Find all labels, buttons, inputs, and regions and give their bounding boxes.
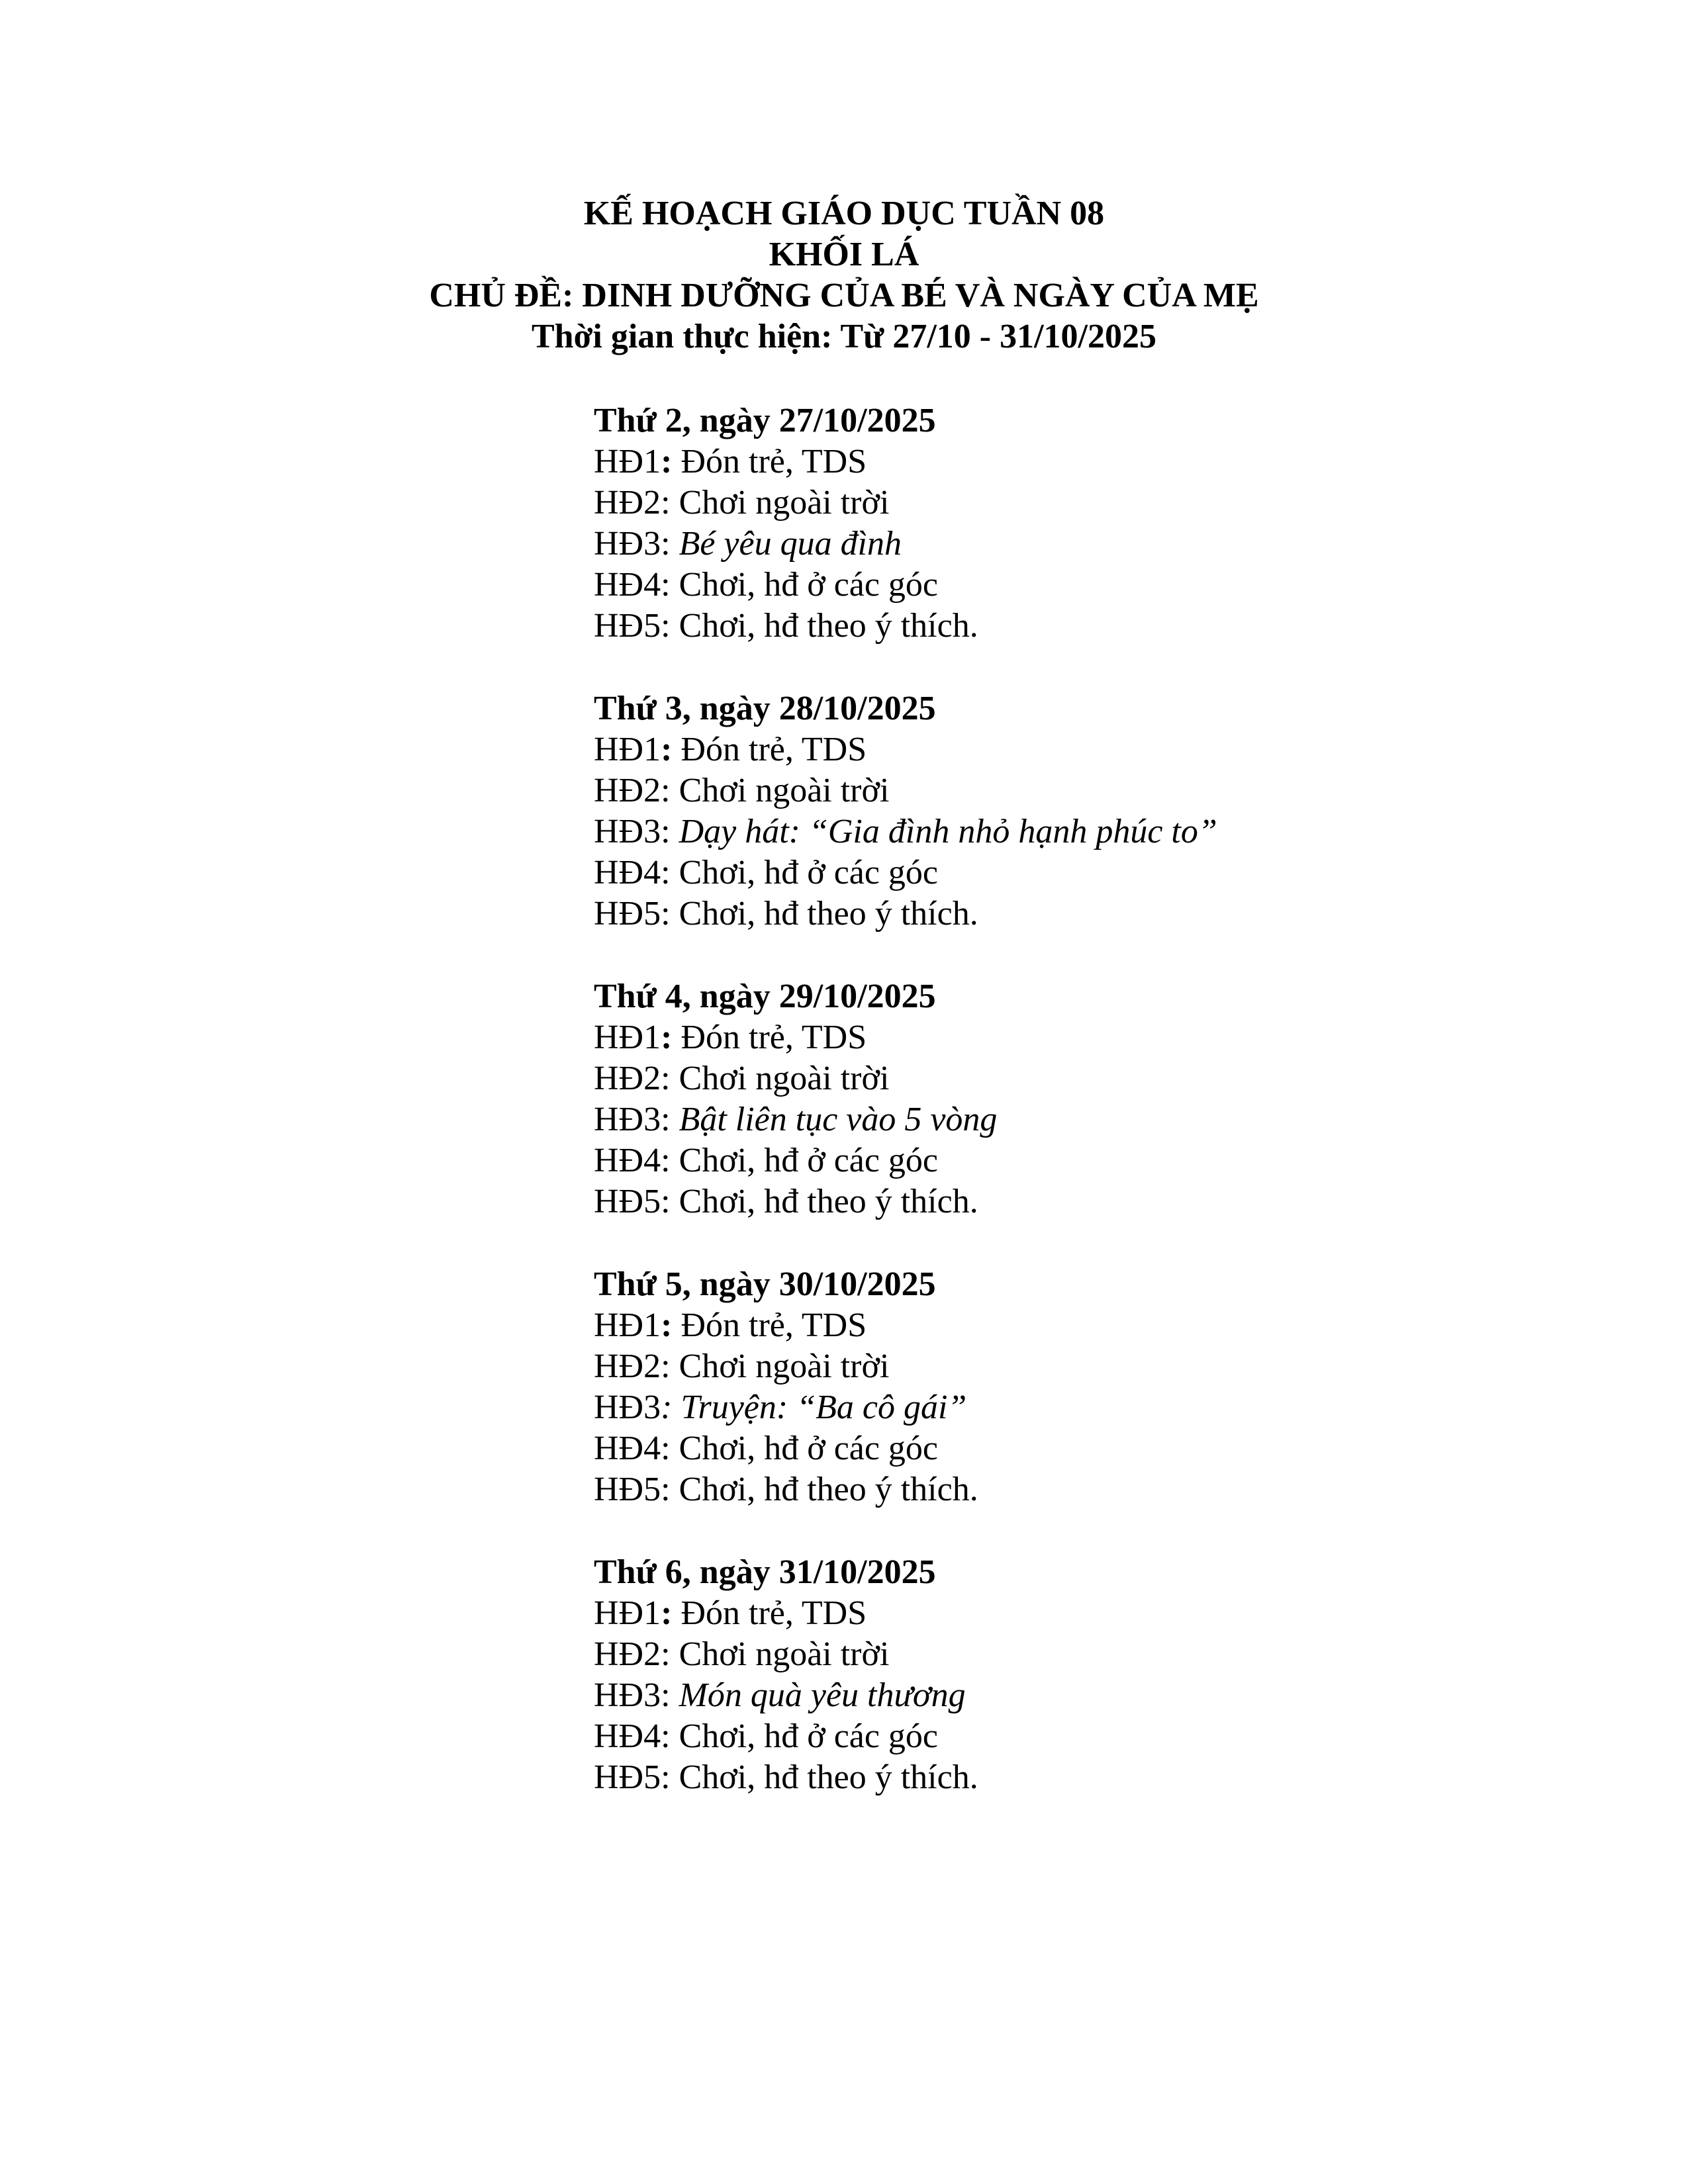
activity-label: HĐ3 bbox=[594, 1101, 661, 1138]
day-title: Thứ 3, ngày 28/10/2025 bbox=[594, 690, 936, 727]
activity-4: HĐ4: Chơi, hđ ở các góc bbox=[594, 1430, 939, 1467]
activity-text: Chơi, hđ theo ý thích. bbox=[670, 895, 978, 933]
activity-label: HĐ2 bbox=[594, 772, 661, 809]
activity-label: HĐ1 bbox=[594, 1594, 661, 1632]
activity-text: Món quà yêu thương bbox=[670, 1676, 966, 1714]
activity-label: HĐ5 bbox=[594, 895, 661, 933]
activity-text: Đón trẻ, TDS bbox=[672, 443, 867, 480]
activity-text: Dạy hát: “Gia đình nhỏ hạnh phúc to” bbox=[670, 813, 1217, 850]
activity-label: HĐ4 bbox=[594, 854, 661, 891]
activity-2: HĐ2: Chơi ngoài trời bbox=[594, 1060, 890, 1097]
activity-text: Chơi, hđ theo ý thích. bbox=[670, 607, 978, 645]
activity-4: HĐ4: Chơi, hđ ở các góc bbox=[594, 1717, 939, 1755]
activity-5: HĐ5: Chơi, hđ theo ý thích. bbox=[594, 895, 978, 933]
activity-label: HĐ1 bbox=[594, 731, 661, 768]
activity-text: Chơi, hđ ở các góc bbox=[670, 1717, 939, 1755]
activity-5: HĐ5: Chơi, hđ theo ý thích. bbox=[594, 1471, 978, 1508]
activity-text: Chơi, hđ ở các góc bbox=[670, 854, 939, 891]
activity-5: HĐ5: Chơi, hđ theo ý thích. bbox=[594, 1758, 978, 1796]
activity-label: HĐ4 bbox=[594, 1142, 661, 1179]
activity-text: Đón trẻ, TDS bbox=[672, 1019, 867, 1056]
day-schedule bbox=[594, 400, 1587, 647]
activity-label: HĐ2 bbox=[594, 484, 661, 522]
day-schedule bbox=[594, 1552, 1587, 1798]
activity-1: HĐ1: Đón trẻ, TDS bbox=[594, 731, 867, 768]
grade-level: KHỐI LÁ bbox=[769, 236, 919, 273]
activity-1: HĐ1: Đón trẻ, TDS bbox=[594, 1019, 867, 1056]
activity-label: HĐ3 bbox=[594, 813, 661, 850]
activity-text: Chơi, hđ ở các góc bbox=[670, 1142, 939, 1179]
activity-text: Bật liên tục vào 5 vòng bbox=[670, 1101, 998, 1138]
day-title: Thứ 4, ngày 29/10/2025 bbox=[594, 978, 936, 1015]
activity-label: HĐ3 bbox=[594, 1388, 661, 1426]
day-schedule bbox=[594, 976, 1587, 1222]
activity-3: HĐ3: Bé yêu qua đình bbox=[594, 525, 902, 563]
activity-4: HĐ4: Chơi, hđ ở các góc bbox=[594, 854, 939, 891]
activity-text: Chơi ngoài trời bbox=[670, 772, 890, 809]
activity-5: HĐ5: Chơi, hđ theo ý thích. bbox=[594, 607, 978, 645]
weekly-schedule bbox=[594, 400, 1587, 1840]
theme-title: CHỦ ĐỀ: DINH DƯỠNG CỦA BÉ VÀ NGÀY CỦA MẸ bbox=[429, 277, 1259, 314]
activity-1: HĐ1: Đón trẻ, TDS bbox=[594, 443, 867, 480]
day-title: Thứ 5, ngày 30/10/2025 bbox=[594, 1265, 936, 1303]
activity-text: Chơi, hđ theo ý thích. bbox=[670, 1471, 978, 1508]
activity-label: HĐ3 bbox=[594, 1676, 661, 1714]
activity-label: HĐ3 bbox=[594, 525, 661, 563]
plan-title: KẾ HOẠCH GIÁO DỤC TUẦN 08 bbox=[583, 195, 1105, 232]
activity-label: HĐ2 bbox=[594, 1060, 661, 1097]
activity-2: HĐ2: Chơi ngoài trời bbox=[594, 1635, 890, 1673]
activity-label: HĐ1 bbox=[594, 443, 661, 480]
activity-text: Chơi, hđ theo ý thích. bbox=[670, 1758, 978, 1796]
activity-label: HĐ5 bbox=[594, 607, 661, 645]
activity-1: HĐ1: Đón trẻ, TDS bbox=[594, 1594, 867, 1632]
activity-label: HĐ5 bbox=[594, 1183, 661, 1220]
activity-label: HĐ2 bbox=[594, 1347, 661, 1385]
document-header bbox=[0, 193, 1688, 357]
day-schedule bbox=[594, 1264, 1587, 1510]
activity-text: Chơi, hđ theo ý thích. bbox=[670, 1183, 978, 1220]
activity-text: Chơi ngoài trời bbox=[670, 1635, 890, 1673]
activity-text: Chơi, hđ ở các góc bbox=[670, 1430, 939, 1467]
activity-text: Chơi, hđ ở các góc bbox=[670, 566, 939, 604]
activity-label: HĐ4 bbox=[594, 1717, 661, 1755]
activity-4: HĐ4: Chơi, hđ ở các góc bbox=[594, 566, 939, 604]
activity-3: HĐ3: Món quà yêu thương bbox=[594, 1676, 966, 1714]
activity-text: Chơi ngoài trời bbox=[670, 484, 890, 522]
activity-1: HĐ1: Đón trẻ, TDS bbox=[594, 1306, 867, 1344]
activity-label: HĐ1 bbox=[594, 1019, 661, 1056]
activity-text: Truyện: “Ba cô gái” bbox=[672, 1388, 967, 1426]
activity-text: Đón trẻ, TDS bbox=[672, 1594, 867, 1632]
activity-4: HĐ4: Chơi, hđ ở các góc bbox=[594, 1142, 939, 1179]
activity-text: Bé yêu qua đình bbox=[670, 525, 902, 563]
activity-label: HĐ2 bbox=[594, 1635, 661, 1673]
activity-text: Chơi ngoài trời bbox=[670, 1347, 890, 1385]
activity-3: HĐ3: Bật liên tục vào 5 vòng bbox=[594, 1101, 998, 1138]
day-title: Thứ 2, ngày 27/10/2025 bbox=[594, 402, 936, 439]
activity-text: Chơi ngoài trời bbox=[670, 1060, 890, 1097]
activity-label: HĐ5 bbox=[594, 1471, 661, 1508]
activity-label: HĐ5 bbox=[594, 1758, 661, 1796]
activity-2: HĐ2: Chơi ngoài trời bbox=[594, 484, 890, 522]
activity-text: Đón trẻ, TDS bbox=[672, 1306, 867, 1344]
activity-2: HĐ2: Chơi ngoài trời bbox=[594, 1347, 890, 1385]
activity-2: HĐ2: Chơi ngoài trời bbox=[594, 772, 890, 809]
day-schedule bbox=[594, 688, 1587, 934]
day-title: Thứ 6, ngày 31/10/2025 bbox=[594, 1553, 936, 1591]
activity-text: Đón trẻ, TDS bbox=[672, 731, 867, 768]
implementation-period: Thời gian thực hiện: Từ 27/10 - 31/10/2025 bbox=[531, 318, 1157, 355]
activity-label: HĐ1 bbox=[594, 1306, 661, 1344]
activity-3: HĐ3: Dạy hát: “Gia đình nhỏ hạnh phúc to” bbox=[594, 813, 1217, 850]
activity-label: HĐ4 bbox=[594, 1430, 661, 1467]
activity-5: HĐ5: Chơi, hđ theo ý thích. bbox=[594, 1183, 978, 1220]
activity-label: HĐ4 bbox=[594, 566, 661, 604]
activity-3: HĐ3: Truyện: “Ba cô gái” bbox=[594, 1388, 967, 1426]
